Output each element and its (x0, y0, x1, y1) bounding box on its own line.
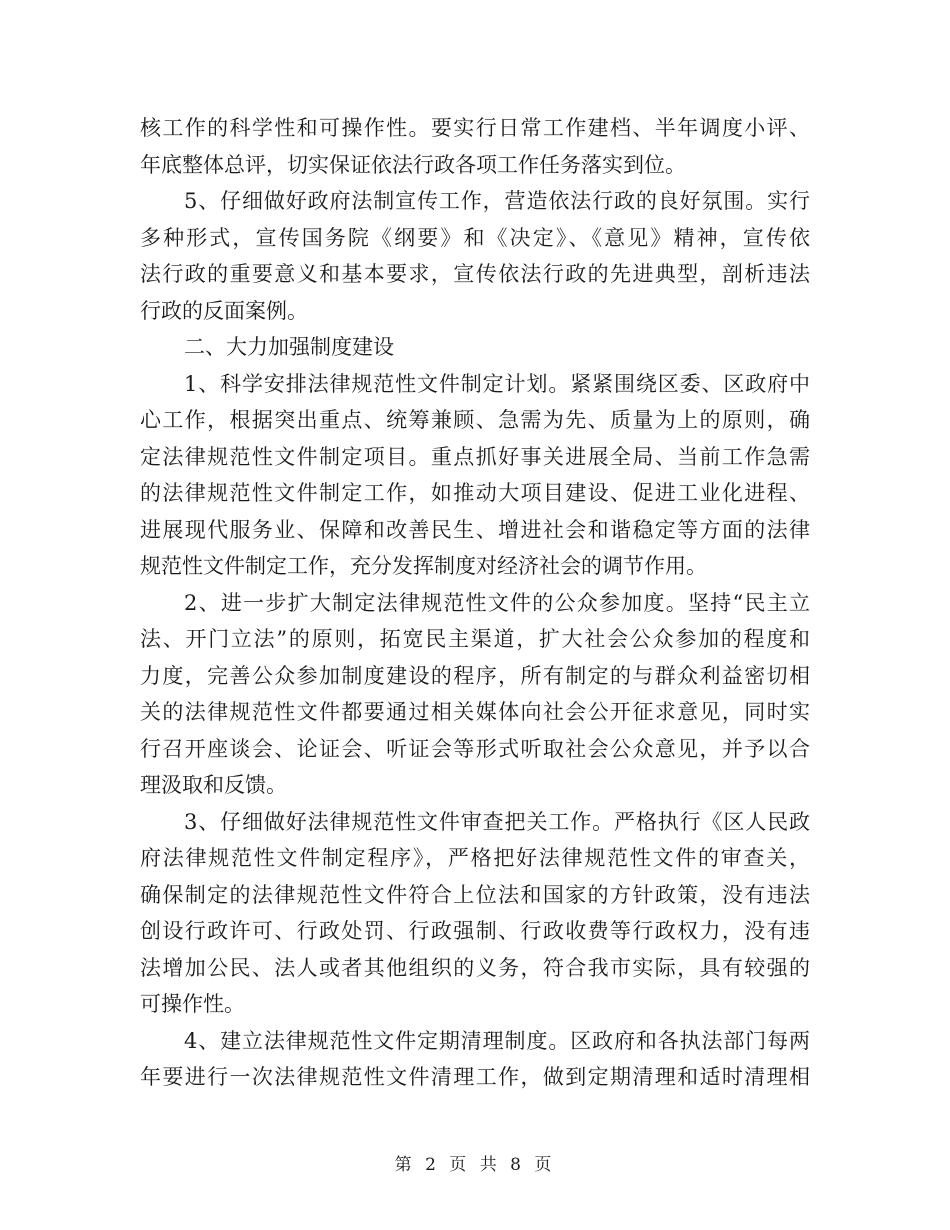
paragraph-line: 的法律规范性文件制定工作，如推动大项目建设、促进工业化进程、 (140, 481, 810, 505)
paragraph-first-line: 5、仔细做好政府法制宣传工作，营造依法行政的良好氛围。实行 (184, 189, 810, 213)
paragraph-line: 进展现代服务业、保障和改善民生、增进社会和谐稳定等方面的法律 (140, 517, 810, 542)
paragraph-line: 理汲取和反馈。 (140, 773, 287, 797)
paragraph-line: 年底整体总评，切实保证依法行政各项工作任务落实到位。 (140, 152, 686, 177)
document-body (140, 110, 810, 1096)
paragraph-line: 定法律规范性文件制定项目。重点抓好事关进展全局、当前工作急需 (140, 444, 810, 469)
page-footer: 第 2 页 共 8 页 (394, 1155, 556, 1175)
paragraph-line: 法、开门立法”的原则，拓宽民主渠道，扩大社会公众参加的程度和 (140, 627, 810, 651)
paragraph-line: 规范性文件制定工作，充分发挥制度对经济社会的调节作用。 (140, 554, 707, 578)
paragraph-line: 心工作，根据突出重点、统筹兼顾、急需为先、质量为上的原则，确 (140, 408, 810, 432)
paragraph-line: 行政的反面案例。 (140, 298, 308, 323)
paragraph-line: 行召开座谈会、论证会、听证会等形式听取社会公众意见，并予以合 (140, 736, 810, 761)
paragraph-first-line: 4、建立法律规范性文件定期清理制度。区政府和各执法部门每两 (184, 1028, 810, 1053)
paragraph-first-line: 3、仔细做好法律规范性文件审查把关工作。严格执行《区人民政 (184, 809, 810, 834)
paragraph-line: 核工作的科学性和可操作性。要实行日常工作建档、半年调度小评、 (140, 116, 810, 140)
paragraph-first-line: 二、大力加强制度建设 (184, 335, 394, 359)
paragraph-line: 确保制定的法律规范性文件符合上位法和国家的方针政策，没有违法 (140, 882, 810, 907)
paragraph-line: 创设行政许可、行政处罚、行政强制、行政收费等行政权力，没有违 (140, 919, 810, 943)
paragraph-line: 力度，完善公众参加制度建设的程序，所有制定的与群众利益密切相 (140, 663, 810, 688)
paragraph-line: 关的法律规范性文件都要通过相关媒体向社会公开征求意见，同时实 (140, 700, 810, 724)
paragraph-first-line: 2、进一步扩大制定法律规范性文件的公众参加度。坚持“民主立 (184, 590, 810, 615)
paragraph-line: 府法律规范性文件制定程序》，严格把好法律规范性文件的审查关， (140, 846, 810, 870)
paragraph-line: 年要进行一次法律规范性文件清理工作，做到定期清理和适时清理相 (140, 1065, 810, 1089)
paragraph-line: 法行政的重要意义和基本要求，宣传依法行政的先进典型，剖析违法 (140, 262, 810, 286)
paragraph-line: 可操作性。 (140, 992, 245, 1016)
paragraph-first-line: 1、科学安排法律规范性文件制定计划。紧紧围绕区委、区政府中 (184, 371, 810, 396)
paragraph-line: 多种形式，宣传国务院《纲要》和《决定》、《意见》精神，宣传依 (140, 225, 810, 250)
paragraph-line: 法增加公民、法人或者其他组织的义务，符合我市实际，具有较强的 (140, 955, 810, 980)
